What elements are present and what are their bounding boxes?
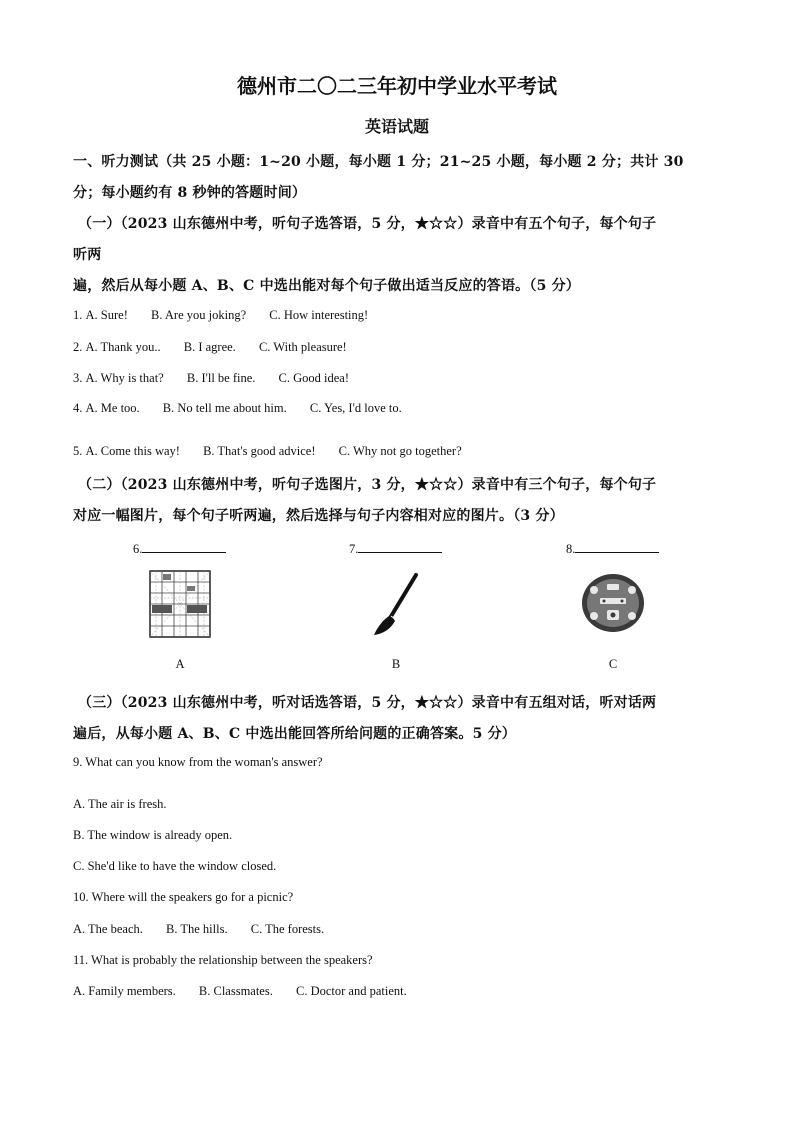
exam-title: 德州市二〇二三年初中学业水平考试 [237, 74, 557, 98]
question-10: 10. Where will the speakers go for a picnic? [73, 890, 294, 904]
part1-line1: （一）（2023 山东德州中考，听句子选答语，5 分，★☆☆）录音中有五个句子，每个句子 [78, 216, 657, 232]
blank-number: 6. [133, 542, 143, 556]
option-a: A. Sure! [85, 308, 128, 322]
question-number: 4. [73, 401, 83, 415]
question-number: 5. [73, 444, 83, 458]
blank-line [358, 541, 442, 553]
question-9-option-b: B. The window is already open. [73, 828, 233, 842]
section1-line1: 一、听力测试（共 25 小题：1~20 小题，每小题 1 分；21~25 小题，每小题 2 分；共计 30 [73, 154, 684, 170]
paper-cut-seal-icon [580, 572, 646, 634]
picture-label-a: A [175, 657, 185, 671]
option-a: A. Thank you.. [85, 340, 161, 354]
question-number: 1. [73, 308, 83, 322]
question-10-options [73, 922, 344, 937]
option-a: A. Come this way! [85, 444, 180, 458]
option-a: A. Family members. [73, 984, 176, 998]
option-c: C. Doctor and patient. [295, 984, 407, 998]
answer-blank-7 [349, 541, 442, 557]
part1-line3: 遍，然后从每小题 A、B、C 中选出能对每个句子做出适当反应的答语。（5 分） [73, 278, 580, 294]
question-number: 2. [73, 340, 83, 354]
part3-line1: （三）（2023 山东德州中考，听对话选答语，5 分，★☆☆）录音中有五组对话，听对话两 [78, 695, 657, 711]
calligraphy-grid-paper-icon [149, 570, 211, 638]
option-c: C. Good idea! [278, 371, 350, 385]
question-9-option-a: A. The air is fresh. [73, 797, 167, 811]
question-2 [73, 340, 367, 355]
option-a: A. The beach. [73, 922, 143, 936]
question-number: 3. [73, 371, 83, 385]
picture-label-c: C [608, 657, 618, 671]
option-c: C. How interesting! [269, 308, 369, 322]
blank-number: 7. [349, 542, 359, 556]
blank-line [575, 541, 659, 553]
option-c: C. With pleasure! [258, 340, 347, 354]
question-9: 9. What can you know from the woman's answer? [73, 755, 323, 769]
question-9-option-c: C. She'd like to have the window closed. [73, 859, 277, 873]
option-b: B. Are you joking? [150, 308, 247, 322]
option-b: B. That's good advice! [203, 444, 316, 458]
option-b: B. Classmates. [198, 984, 273, 998]
part3-line2: 遍后，从每小题 A、B、C 中选出能回答所给问题的正确答案。5 分） [73, 726, 516, 742]
writing-brush-icon [370, 572, 422, 638]
question-5 [73, 444, 482, 459]
blank-line [142, 541, 226, 553]
question-3 [73, 371, 369, 386]
part2-line1: （二）（2023 山东德州中考，听句子选图片，3 分，★☆☆）录音中有三个句子，每个句子 [78, 477, 657, 493]
option-b: B. No tell me about him. [162, 401, 287, 415]
option-c: C. Yes, I'd love to. [309, 401, 402, 415]
section1-line2: 分；每小题约有 8 秒钟的答题时间） [73, 185, 307, 201]
question-4 [73, 401, 422, 416]
option-a: A. Why is that? [85, 371, 164, 385]
option-c: C. Why not go together? [338, 444, 462, 458]
answer-blank-8 [566, 541, 659, 557]
exam-subtitle: 英语试题 [364, 117, 429, 136]
part1-line2: 听两 [73, 247, 102, 263]
blank-number: 8. [566, 542, 576, 556]
option-b: B. I agree. [183, 340, 236, 354]
question-11: 11. What is probably the relationship between the speakers? [73, 953, 373, 967]
picture-label-b: B [391, 657, 401, 671]
option-b: B. The hills. [166, 922, 228, 936]
question-11-options [73, 984, 427, 999]
option-c: C. The forests. [250, 922, 325, 936]
option-b: B. I'll be fine. [186, 371, 256, 385]
part2-line2: 对应一幅图片，每个句子听两遍，然后选择与句子内容相对应的图片。（3 分） [73, 508, 564, 524]
question-1 [73, 308, 388, 323]
option-a: A. Me too. [85, 401, 140, 415]
answer-blank-6 [133, 541, 226, 557]
